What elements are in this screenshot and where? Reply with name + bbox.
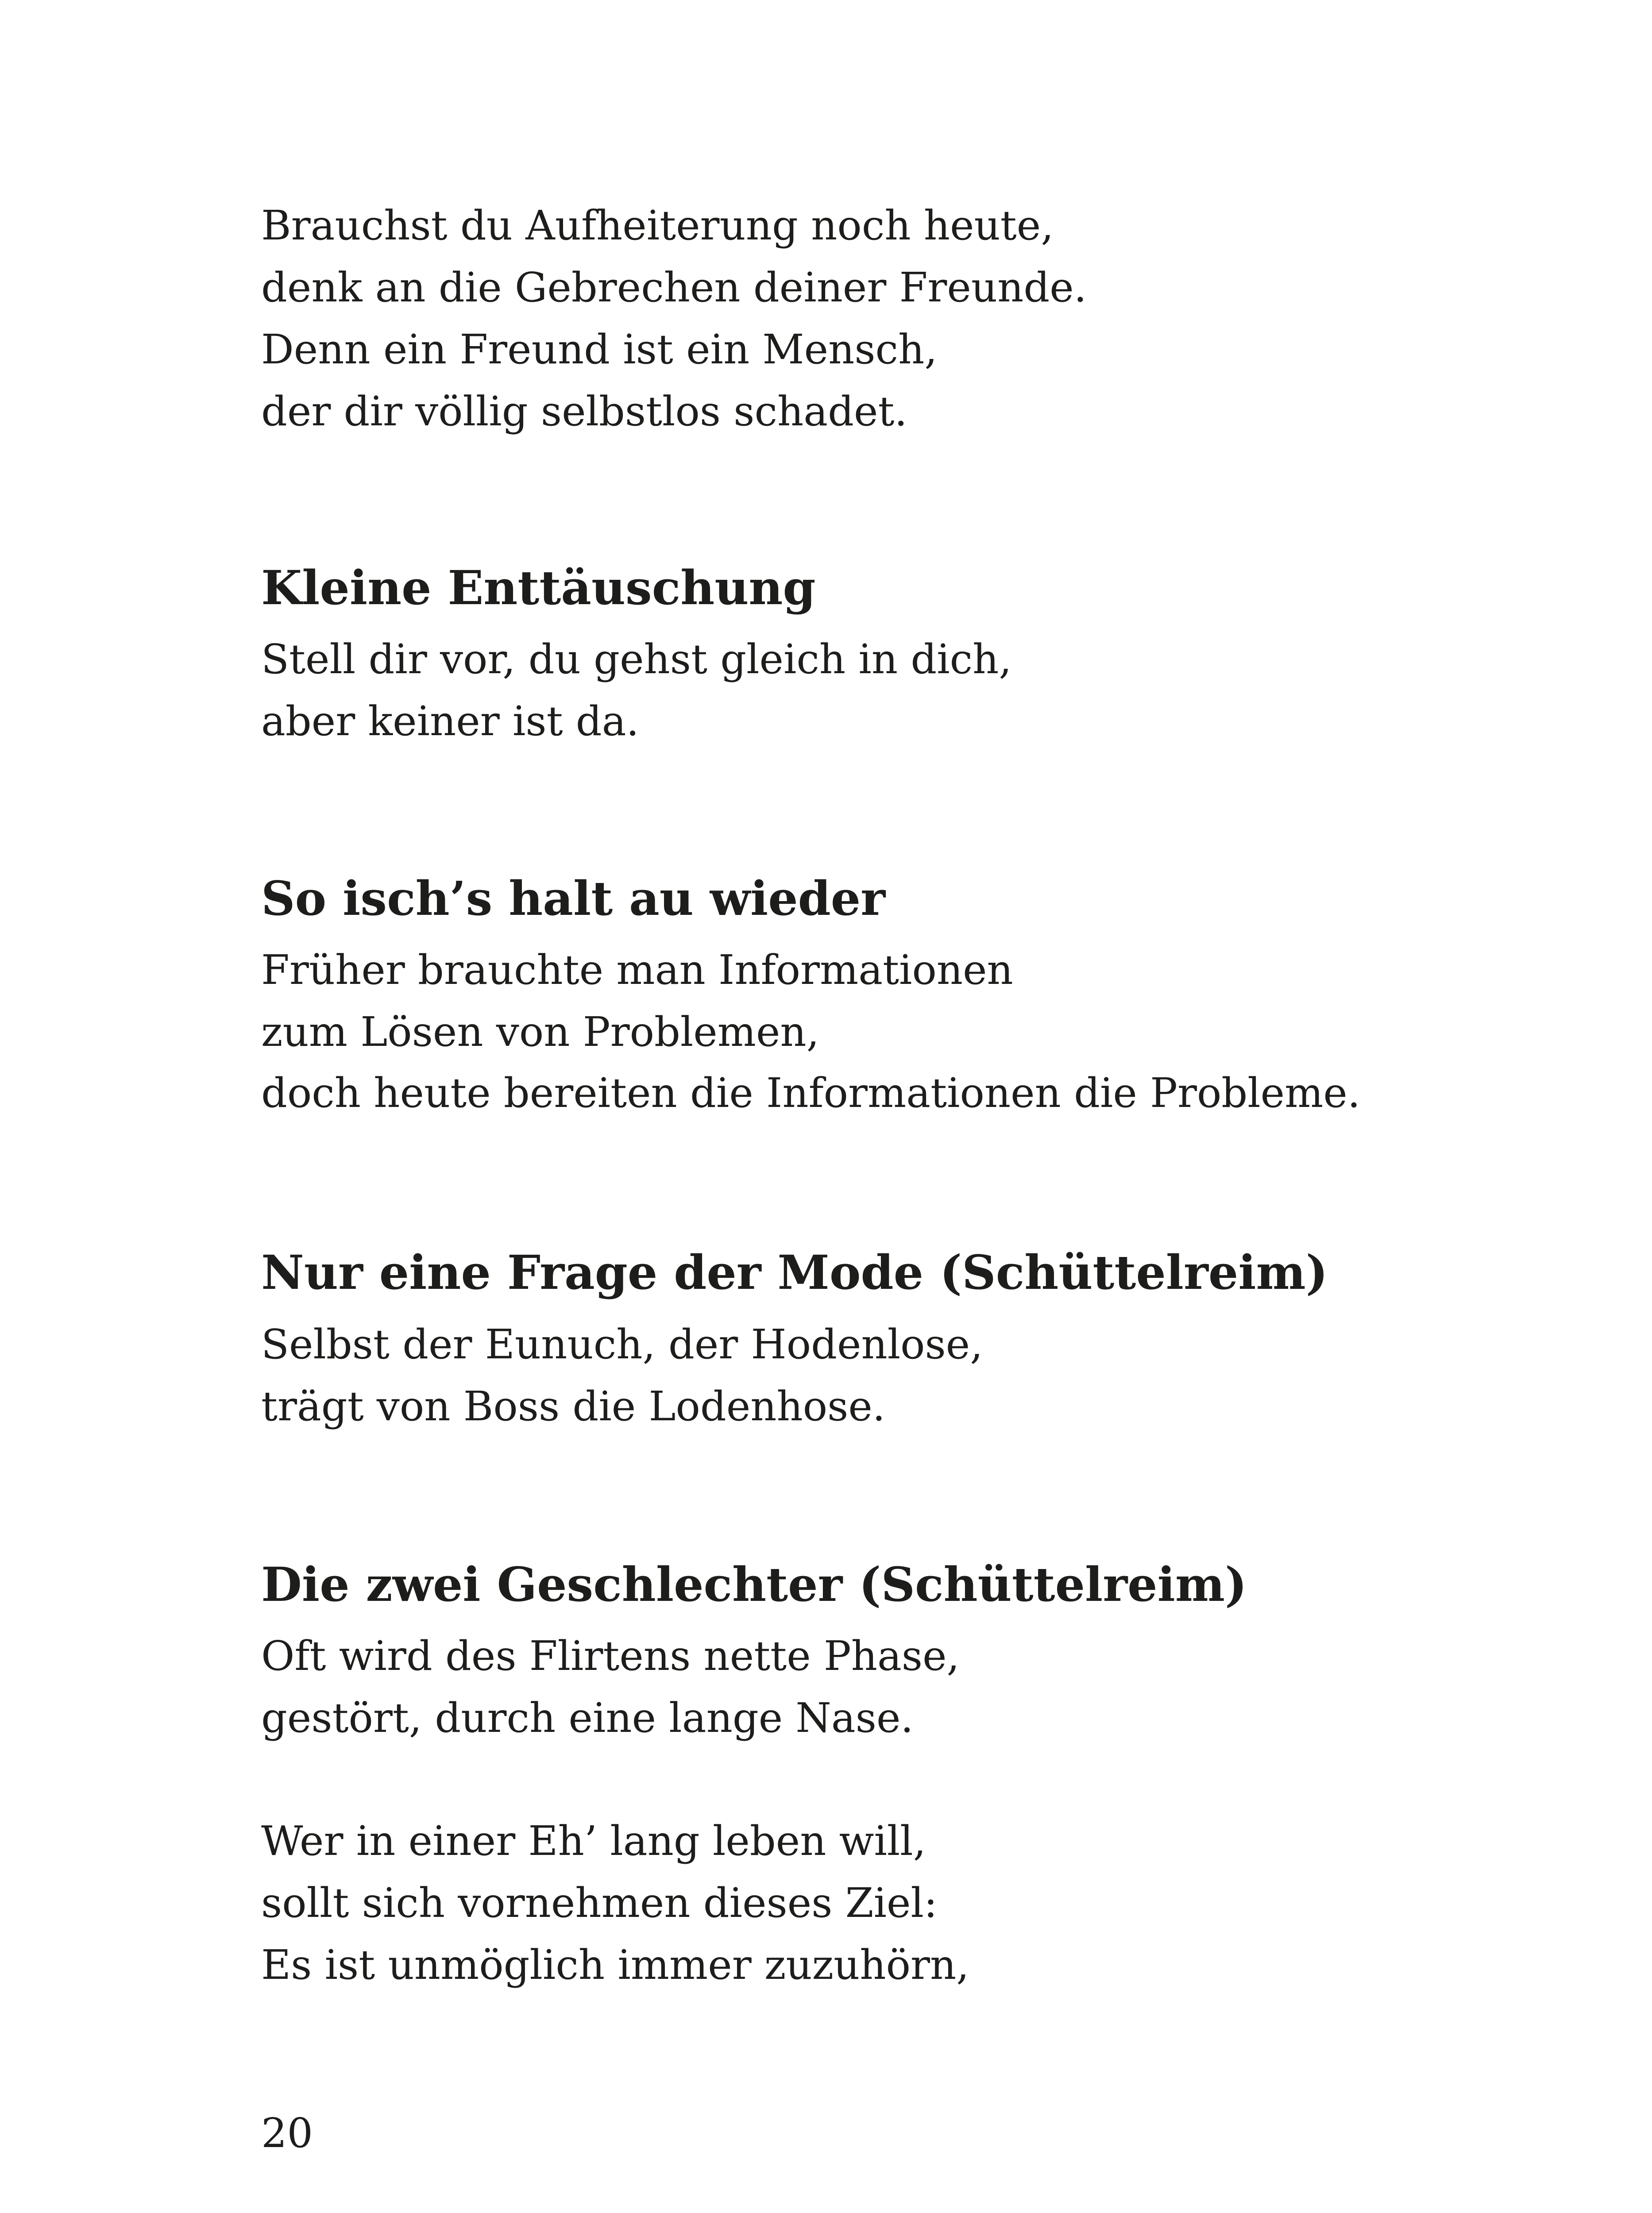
poem-line: Brauchst du Aufheiterung noch heute, — [261, 202, 1054, 249]
poem-line: Es ist unmöglich immer zuzuhörn, — [261, 1941, 969, 1989]
poem-title: Kleine Enttäuschung — [261, 560, 816, 615]
poem-title: Die zwei Geschlechter (Schüttelreim) — [261, 1557, 1247, 1612]
poem-title: Nur eine Frage der Mode (Schüttelreim) — [261, 1245, 1328, 1300]
poem-line: aber keiner ist da. — [261, 698, 639, 745]
poem-line: gestört, durch eine lange Nase. — [261, 1694, 914, 1742]
poem-line: sollt sich vornehmen dieses Ziel: — [261, 1879, 938, 1927]
poem-line: doch heute bereiten die Informationen die Probleme. — [261, 1069, 1361, 1117]
poem-line: denk an die Gebrechen deiner Freunde. — [261, 264, 1087, 311]
poem-line: Oft wird des Flirtens nette Phase, — [261, 1632, 960, 1680]
poem-line: Stell dir vor, du gehst gleich in dich, — [261, 636, 1012, 683]
page-number: 20 — [261, 2109, 313, 2157]
poem-title: So isch’s halt au wieder — [261, 871, 886, 926]
poem-line: Wer in einer Eh’ lang leben will, — [261, 1817, 926, 1865]
poem-line: trägt von Boss die Lodenhose. — [261, 1383, 886, 1430]
poem-line: Früher brauchte man Informationen — [261, 946, 1013, 994]
poem-line: Selbst der Eunuch, der Hodenlose, — [261, 1321, 983, 1368]
poem-line: Denn ein Freund ist ein Mensch, — [261, 326, 938, 373]
poem-line: der dir völlig selbstlos schadet. — [261, 388, 907, 435]
poem-line: zum Lösen von Problemen, — [261, 1008, 819, 1056]
